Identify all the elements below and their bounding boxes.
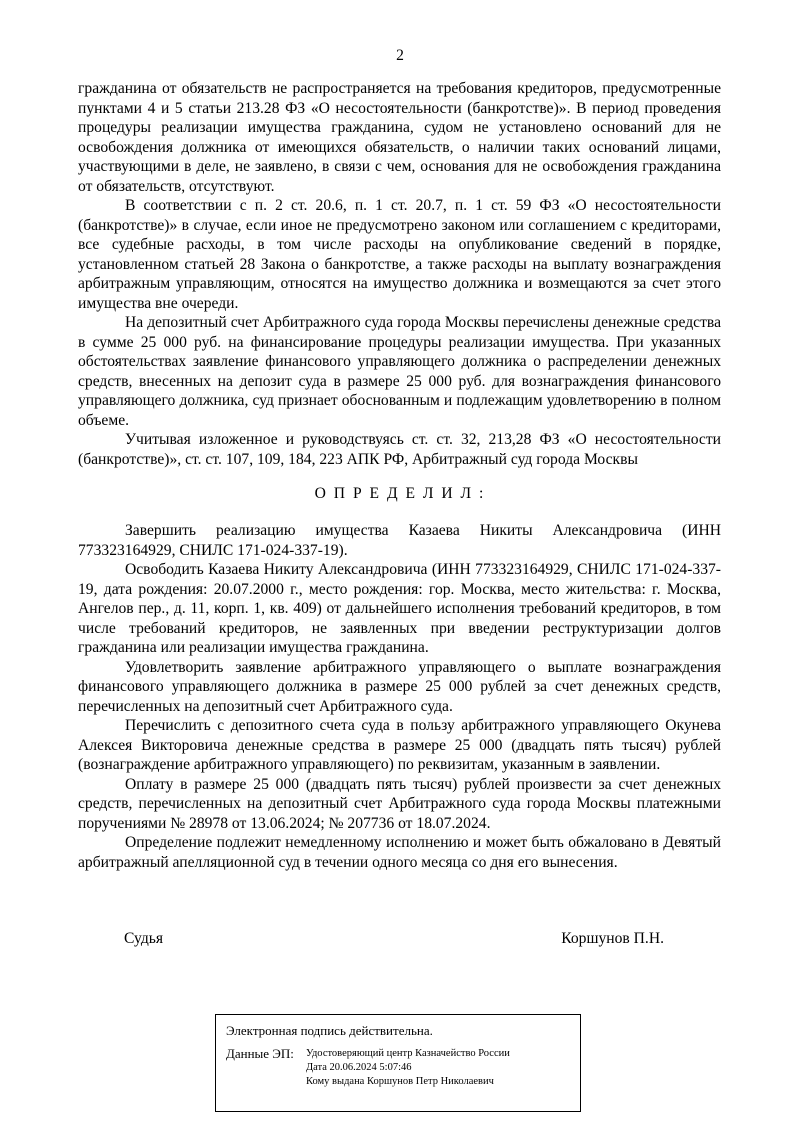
esignature-line: Кому выдана Коршунов Петр Николаевич (306, 1076, 494, 1087)
body-top (78, 79, 721, 469)
paragraph: Перечислить с депозитного счета суда в пользу арбитражного управляющего Окунева Алексея Викторовича денежные средства в размере 25 000 (двадцать пять тысяч) рублей (вознаграждение арбитражного управляющего) по реквизитам, указанным в заявлении. (78, 717, 721, 773)
paragraph: гражданина от обязательств не распространяется на требования кредиторов, предусмотренные пунктами 4 и 5 статьи 213.28 ФЗ «О несостоятельности (банкротстве)». В период проведения процедуры реализации имущества гражданина, судом не установлено оснований для не освобождения должника от имеющихся обязательств, о наличии таких оснований лицами, участвующими в деле, не заявлено, в связи с чем, основания для не освобождения гражданина от обязательств, отсутствуют. (78, 80, 721, 195)
paragraph: На депозитный счет Арбитражного суда города Москвы перечислены денежные средства в сумме 25 000 руб. на финансирование процедуры реализации имущества. При указанных обстоятельствах заявление финансового управляющего должника о распределении денежных средств, внесенных на депозит суда в размере 25 000 руб. для вознаграждения финансового управляющего должника, суд признает обоснованным и подлежащим удовлетворению в полном объеме. (78, 314, 721, 429)
paragraph: В соответствии с п. 2 ст. 20.6, п. 1 ст. 20.7, п. 1 ст. 59 ФЗ «О несостоятельности (банкротстве)» в случае, если иное не предусмотрено законом или соглашением с кредиторами, все судебные расходы, в том числе расходы на опубликование сведений в порядке, установленном статьей 28 Закона о банкротстве, а также расходы на выплату вознаграждения арбитражным управляющим, относятся на имущество должника и возмещаются за счет этого имущества вне очереди. (78, 197, 721, 312)
paragraph: Завершить реализацию имущества Казаева Никиты Александровича (ИНН 773323164929, СНИЛС 171-024-337-19). (78, 522, 721, 559)
signature-row (124, 930, 664, 952)
judge-name: Коршунов П.Н. (561, 930, 664, 947)
body-bottom (78, 521, 721, 872)
esignature-label: Данные ЭП: (226, 1046, 294, 1061)
esignature-title: Электронная подпись действительна. (226, 1023, 433, 1038)
esignature-line: Дата 20.06.2024 5:07:46 (306, 1062, 412, 1073)
esignature-line: Удостоверяющий центр Казначейство России (306, 1048, 510, 1059)
paragraph: Оплату в размере 25 000 (двадцать пять тысяч) рублей произвести за счет денежных средств, перечисленных на депозитный счет Арбитражного суда города Москвы платежными поручениями № 28978 от 13.06.2024; № 207736 от 18.07.2024. (78, 775, 721, 832)
paragraph: Освободить Казаева Никиту Александровича (ИНН 773323164929, СНИЛС 171-024-337-19, дата рождения: 20.07.2000 г., место рождения: гор. Москва, место жительства: г. Москва, Ангелов пер., д. 11, корп. 1, кв. 409) от дальнейшего исполнения требований кредиторов, в том числе требований кредиторов, не заявленных при введении реструктуризации долгов гражданина или реализации имущества гражданина. (78, 561, 721, 656)
page-number: 2 (396, 47, 404, 64)
judge-role: Судья (124, 930, 164, 947)
paragraph: Удовлетворить заявление арбитражного управляющего о выплате вознаграждения финансового управляющего должника в размере 25 000 рублей за счет денежных средств, перечисленных на депозитный счет Арбитражного суда. (78, 658, 721, 715)
paragraph: Определение подлежит немедленному исполнению и может быть обжаловано в Девятый арбитражный апелляционной суд в течении одного месяца со дня его вынесения. (78, 834, 721, 871)
electronic-signature-box (215, 1014, 581, 1112)
paragraph: Учитывая изложенное и руководствуясь ст. ст. 32, 213,28 ФЗ «О несостоятельности (банкротстве)», ст. ст. 107, 109, 184, 223 АПК РФ, Арбитражный суд города Москвы (78, 431, 721, 468)
esignature-details (306, 1047, 510, 1089)
ruling-heading: О П Р Е Д Е Л И Л : (314, 485, 486, 502)
